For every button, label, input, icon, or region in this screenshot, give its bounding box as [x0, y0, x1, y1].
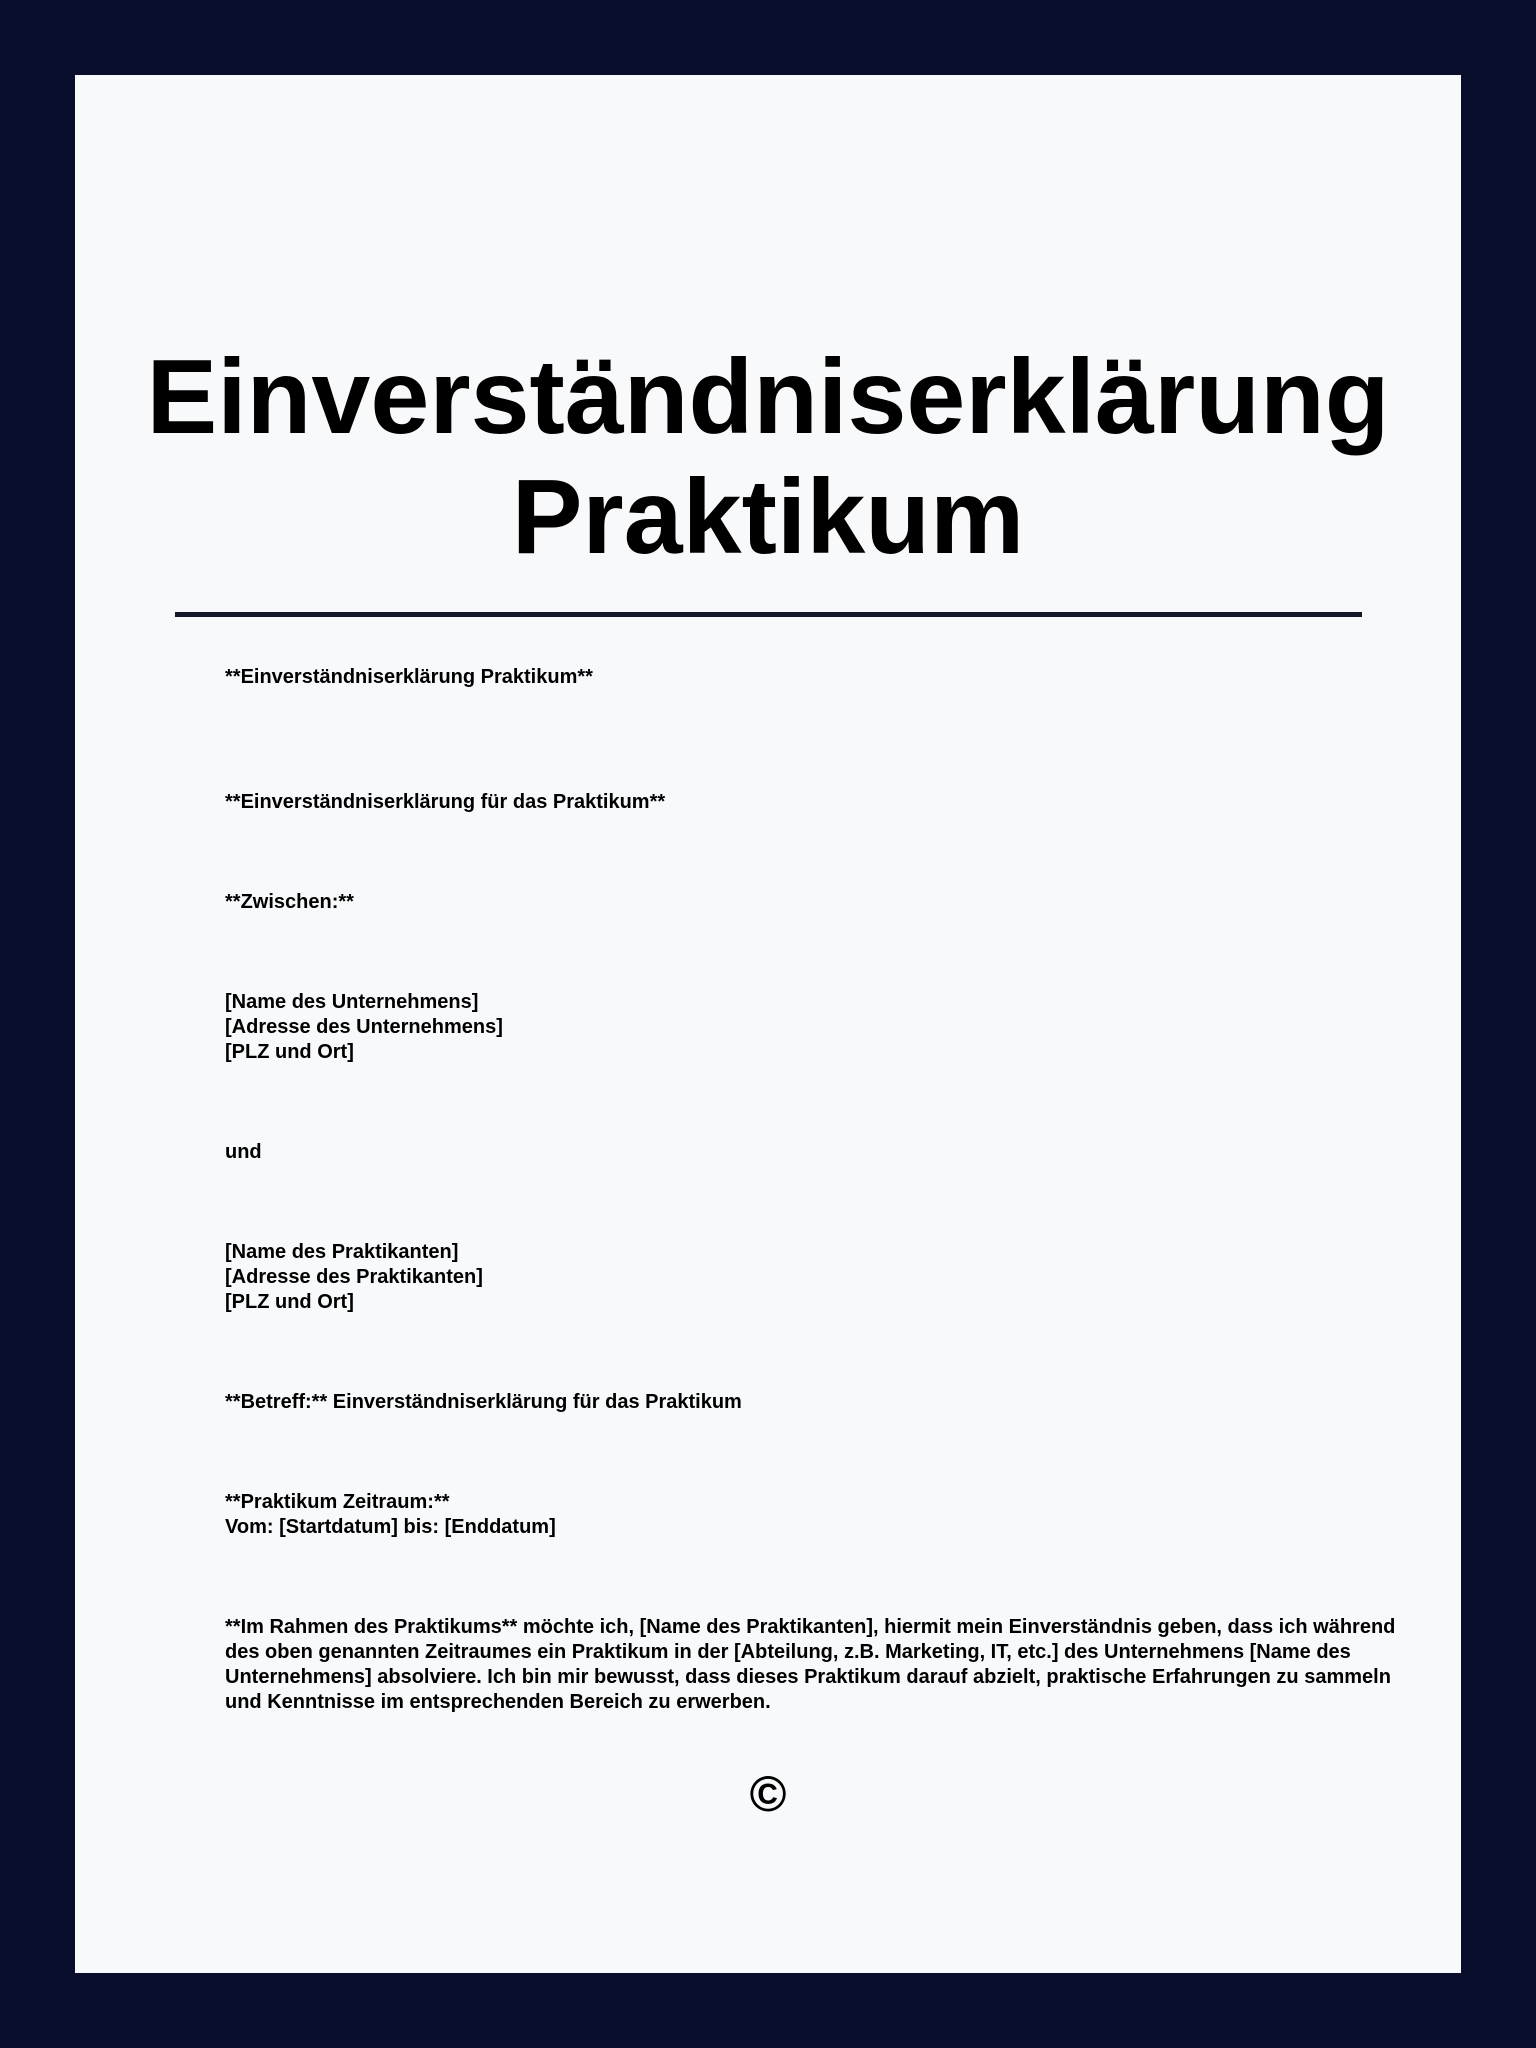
document-body	[225, 665, 1425, 1715]
subheading-paragraph: **Einverständniserklärung für das Praktikum**	[225, 791, 666, 813]
and-label: und	[225, 1141, 262, 1163]
internship-period: **Praktikum Zeitraum:** Vom: [Startdatum] bis: [Enddatum]	[225, 1491, 556, 1538]
title-divider	[175, 612, 1362, 617]
company-address-block: [Name des Unternehmens] [Adresse des Unternehmens] [PLZ und Ort]	[225, 991, 503, 1063]
consent-paragraph: **Im Rahmen des Praktikums** möchte ich, [Name des Praktikanten], hiermit mein Einverständnis geben, dass ich während des oben genannten Zeitraumes ein Praktikum in der [Abteilung, z.B. Marketing, IT, etc.] des Unternehmens [Name des Unternehmens] absolviere. Ich bin mir bewusst, dass dieses Praktikum darauf abzielt, praktische Erfahrungen zu sammeln und Kenntnisse im entsprechenden Bereich zu erwerben.	[225, 1616, 1396, 1713]
document-page	[75, 75, 1461, 1973]
document-title	[75, 337, 1461, 577]
title-line-2: Praktikum	[511, 458, 1025, 576]
intern-address-block: [Name des Praktikanten] [Adresse des Praktikanten] [PLZ und Ort]	[225, 1241, 483, 1313]
copyright-icon: ©	[749, 1766, 787, 1822]
subject-line: **Betreff:** Einverständniserklärung für das Praktikum	[225, 1391, 742, 1413]
heading-paragraph: **Einverständniserklärung Praktikum**	[225, 666, 593, 688]
between-label: **Zwischen:**	[225, 891, 354, 913]
title-line-1: Einverständniserklärung	[146, 338, 1390, 456]
